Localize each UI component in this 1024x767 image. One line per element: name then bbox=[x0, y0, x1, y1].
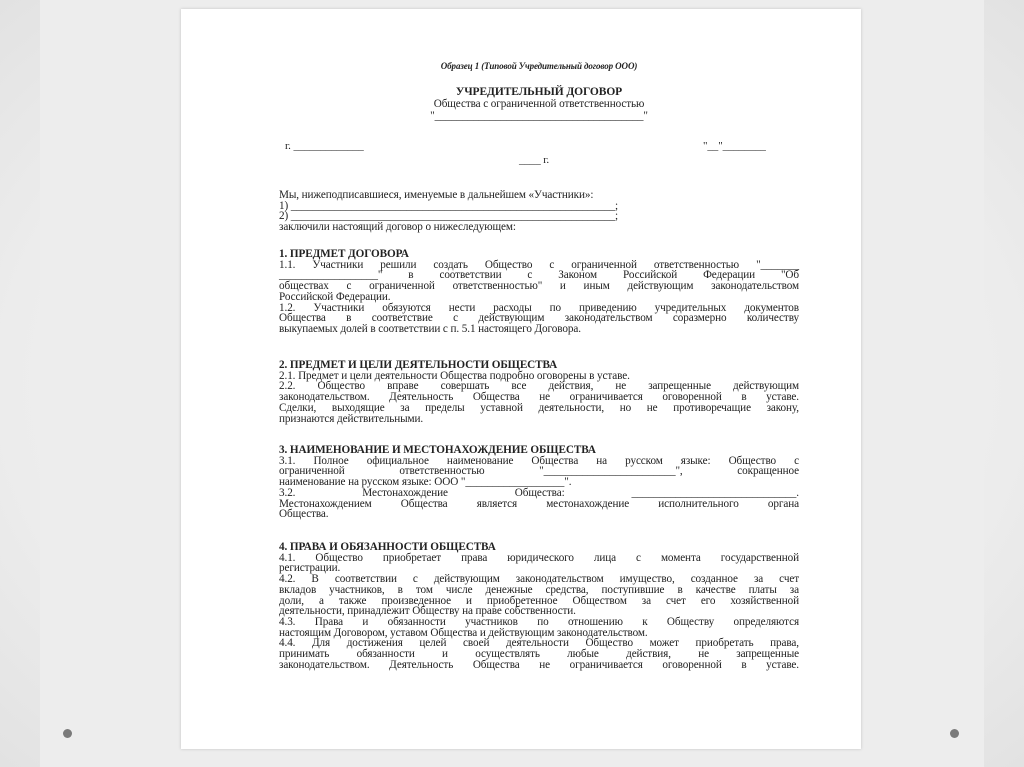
section-line: 1.2. Участники обязуются нести расходы по приведению учредительных документов bbox=[279, 301, 799, 314]
section-line: законодательством. Деятельность Общества не ограничивается оговоренной в уставе. bbox=[279, 391, 799, 404]
section-heading: 1. ПРЕДМЕТ ДОГОВОРА bbox=[279, 248, 409, 260]
section-line: признаются действительными. bbox=[279, 412, 424, 425]
section-line: 4.4. Для достижения целей своей деятельности Общество может приобретать права, bbox=[279, 637, 799, 650]
date-year-field: ____ г. bbox=[519, 154, 550, 166]
company-name-line: "______________________________________" bbox=[430, 110, 648, 122]
section-line: обществах с ограниченной ответственностью" и иным действующим законодательством bbox=[279, 280, 799, 293]
section-line: 1.1. Участники решили создать Общество с ограниченной ответственностью "_______ bbox=[279, 258, 799, 271]
participant-1-line: 1) ___________________________________________________________; bbox=[279, 199, 618, 212]
section-3 bbox=[279, 445, 799, 520]
document-subtitle: Общества с ограниченной ответственностью bbox=[433, 98, 645, 110]
section-line: Сделки, выходящие за пределы уставной деятельности, но не противоречащие закону, bbox=[279, 401, 799, 414]
intro-conclusion-line: заключили настоящий договор о нижеследующем: bbox=[279, 221, 516, 234]
section-line: деятельности, принадлежит Обществу на праве собственности. bbox=[279, 605, 576, 618]
section-line: 2.2. Общество вправе совершать все действия, не запрещенные действующим bbox=[279, 380, 799, 393]
slide-bullet-left bbox=[63, 729, 72, 738]
section-line: вкладов участников, в том числе денежные средства, поступившие в качестве платы за bbox=[279, 583, 799, 596]
intro-line: Мы, нижеподписавшиеся, именуемые в дальнейшем «Участники»: bbox=[279, 189, 594, 201]
section-2 bbox=[279, 360, 799, 424]
sample-note: Образец 1 (Типовой Учредительный договор ООО) bbox=[440, 61, 638, 71]
section-heading: 3. НАИМЕНОВАНИЕ И МЕСТОНАХОЖДЕНИЕ ОБЩЕСТВА bbox=[279, 444, 596, 456]
section-line: доли, а также произведенное и приобретенное Обществом за счет его хозяйственной bbox=[279, 594, 799, 607]
section-line: 4.3. Права и обязанности участников по отношению к Обществу определяются bbox=[279, 615, 799, 628]
section-line: Общества в соответствие с действующим законодательством соразмерно количеству bbox=[279, 312, 799, 325]
section-line: 2.1. Предмет и цели деятельности Общества подробно оговорены в уставе. bbox=[279, 369, 630, 382]
document-page bbox=[181, 9, 861, 749]
section-line: Общества. bbox=[279, 508, 329, 521]
section-heading: 2. ПРЕДМЕТ И ЦЕЛИ ДЕЯТЕЛЬНОСТИ ОБЩЕСТВА bbox=[279, 359, 558, 371]
section-line: регистрации. bbox=[279, 562, 341, 575]
participant-2-line: 2) ___________________________________________________________; bbox=[279, 210, 618, 223]
date-day-field: "__"________ bbox=[703, 140, 766, 152]
section-line: 4.2. В соответствии с действующим законодательством имущество, созданное за счет bbox=[279, 573, 799, 586]
section-line: принимать обязанности и осуществлять любые действия, не запрещенные bbox=[279, 648, 799, 661]
slide-bullet-right bbox=[950, 729, 959, 738]
section-line: законодательством. Деятельность Общества не ограничивается оговоренной в уставе. bbox=[279, 658, 799, 671]
city-field: г. _____________ bbox=[285, 140, 364, 152]
section-line: настоящим Договором, уставом Общества и действующим законодательством. bbox=[279, 626, 648, 639]
section-line: ограниченной ответственностью "________________________", сокращенное bbox=[279, 465, 799, 478]
section-line: 4.1. Общество приобретает права юридического лица с момента государственной bbox=[279, 551, 799, 564]
document-title: УЧРЕДИТЕЛЬНЫЙ ДОГОВОР bbox=[455, 86, 623, 98]
section-line: 3.1. Полное официальное наименование Общества на русском языке: Общество с bbox=[279, 454, 799, 467]
section-line: наименование на русском языке: ООО "__________________". bbox=[279, 476, 572, 489]
section-heading: 4. ПРАВА И ОБЯЗАННОСТИ ОБЩЕСТВА bbox=[279, 541, 496, 553]
section-line: 3.2. Местонахождение Общества: ______________________________. bbox=[279, 486, 799, 499]
section-line: Российской Федерации. bbox=[279, 290, 391, 303]
intro-block bbox=[279, 190, 799, 233]
section-line: выкупаемых долей в соответствии с п. 5.1 настоящего Договора. bbox=[279, 322, 581, 335]
section-1 bbox=[279, 249, 799, 335]
section-4 bbox=[279, 542, 799, 670]
section-line: Местонахождением Общества является местонахождение исполнительного органа bbox=[279, 497, 799, 510]
section-line: __________________" в соответствии с Законом Российской Федерации "Об bbox=[279, 269, 799, 282]
